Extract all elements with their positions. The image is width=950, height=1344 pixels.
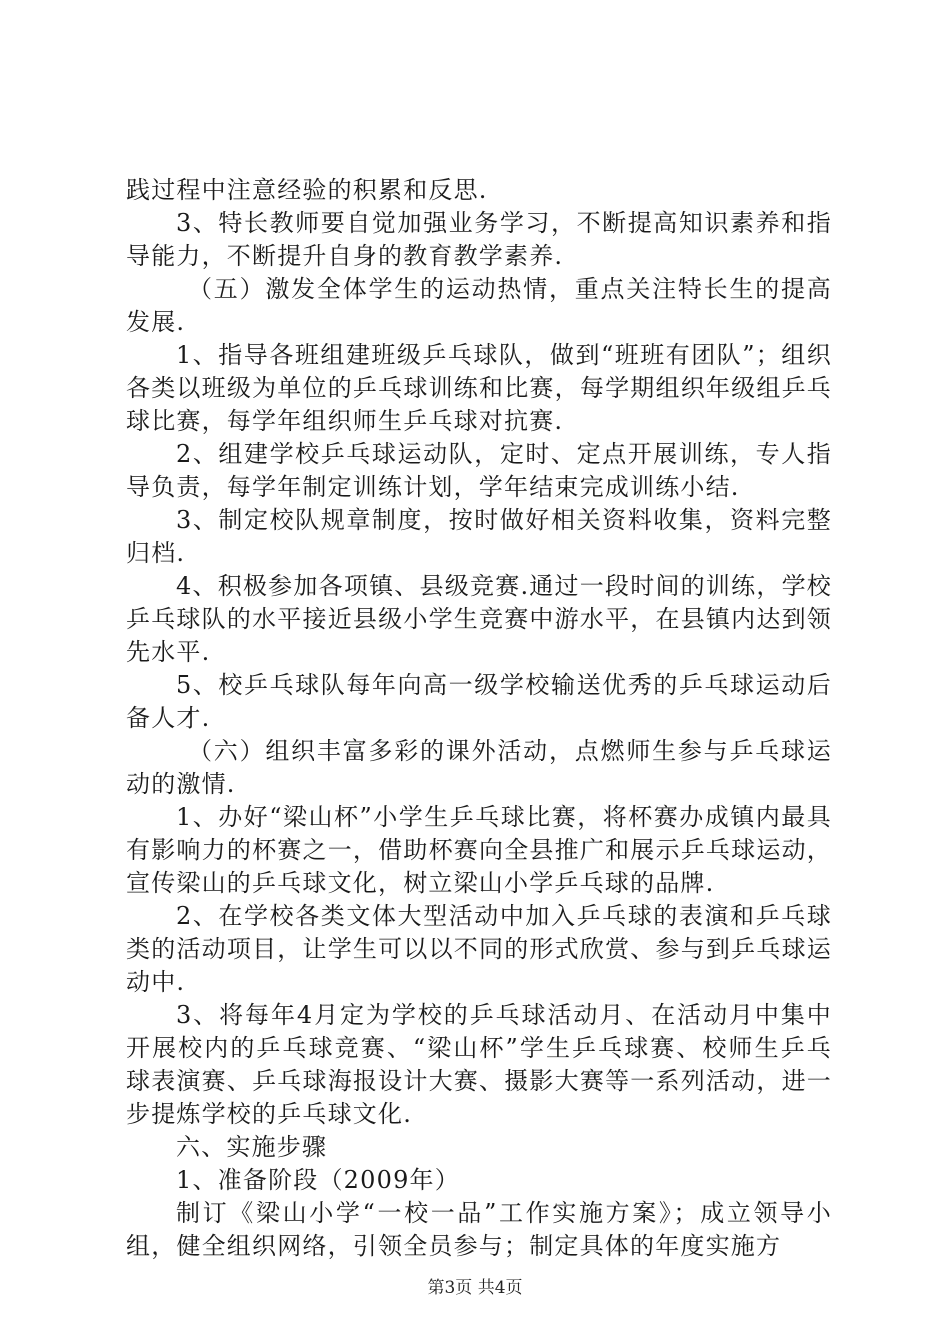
document-body	[126, 174, 832, 1263]
page-number-label: 第3页 共4页	[427, 1278, 523, 1298]
paragraph: 5、校乒乓球队每年向高一级学校输送优秀的乒乓球运动后备人才.	[126, 671, 832, 732]
page-footer	[0, 1273, 950, 1298]
paragraph: 4、积极参加各项镇、县级竞赛.通过一段时间的训练，学校乒乓球队的水平接近县级小学生竞赛中游水平，在县镇内达到领先水平.	[126, 572, 832, 666]
subsection-heading: 1、准备阶段（2009年）	[176, 1166, 460, 1194]
paragraph: 3、特长教师要自觉加强业务学习，不断提高知识素养和指导能力，不断提升自身的教育教学素养.	[126, 209, 832, 270]
paragraph: 3、制定校队规章制度，按时做好相关资料收集，资料完整归档.	[126, 506, 832, 567]
paragraph: 制订《梁山小学“一校一品”工作实施方案》；成立领导小组，健全组织网络，引领全员参与；制定具体的年度实施方	[126, 1199, 832, 1260]
paragraph: 3、将每年4月定为学校的乒乓球活动月、在活动月中集中开展校内的乒乓球竞赛、“梁山杯”学生乒乓球赛、校师生乒乓球表演赛、乒乓球海报设计大赛、摄影大赛等一系列活动，进一步提炼学校的乒乓球文化.	[126, 1001, 832, 1128]
paragraph: 践过程中注意经验的积累和反思.	[126, 176, 488, 204]
paragraph: 2、组建学校乒乓球运动队，定时、定点开展训练，专人指导负责，每学年制定训练计划，学年结束完成训练小结.	[126, 440, 832, 501]
section-heading: 六、实施步骤	[176, 1133, 328, 1161]
section-heading: （六）组织丰富多彩的课外活动，点燃师生参与乒乓球运动的激情.	[126, 737, 832, 798]
paragraph: 2、在学校各类文体大型活动中加入乒乓球的表演和乒乓球类的活动项目，让学生可以以不同的形式欣赏、参与到乒乓球运动中.	[126, 902, 832, 996]
paragraph: 1、指导各班组建班级乒乓球队，做到“班班有团队”；组织各类以班级为单位的乒乓球训练和比赛，每学期组织年级组乒乓球比赛，每学年组织师生乒乓球对抗赛.	[126, 341, 832, 435]
section-heading: （五）激发全体学生的运动热情，重点关注特长生的提高发展.	[126, 275, 832, 336]
paragraph: 1、办好“梁山杯”小学生乒乓球比赛，将杯赛办成镇内最具有影响力的杯赛之一，借助杯赛向全县推广和展示乒乓球运动，宣传梁山的乒乓球文化，树立梁山小学乒乓球的品牌.	[126, 803, 832, 897]
